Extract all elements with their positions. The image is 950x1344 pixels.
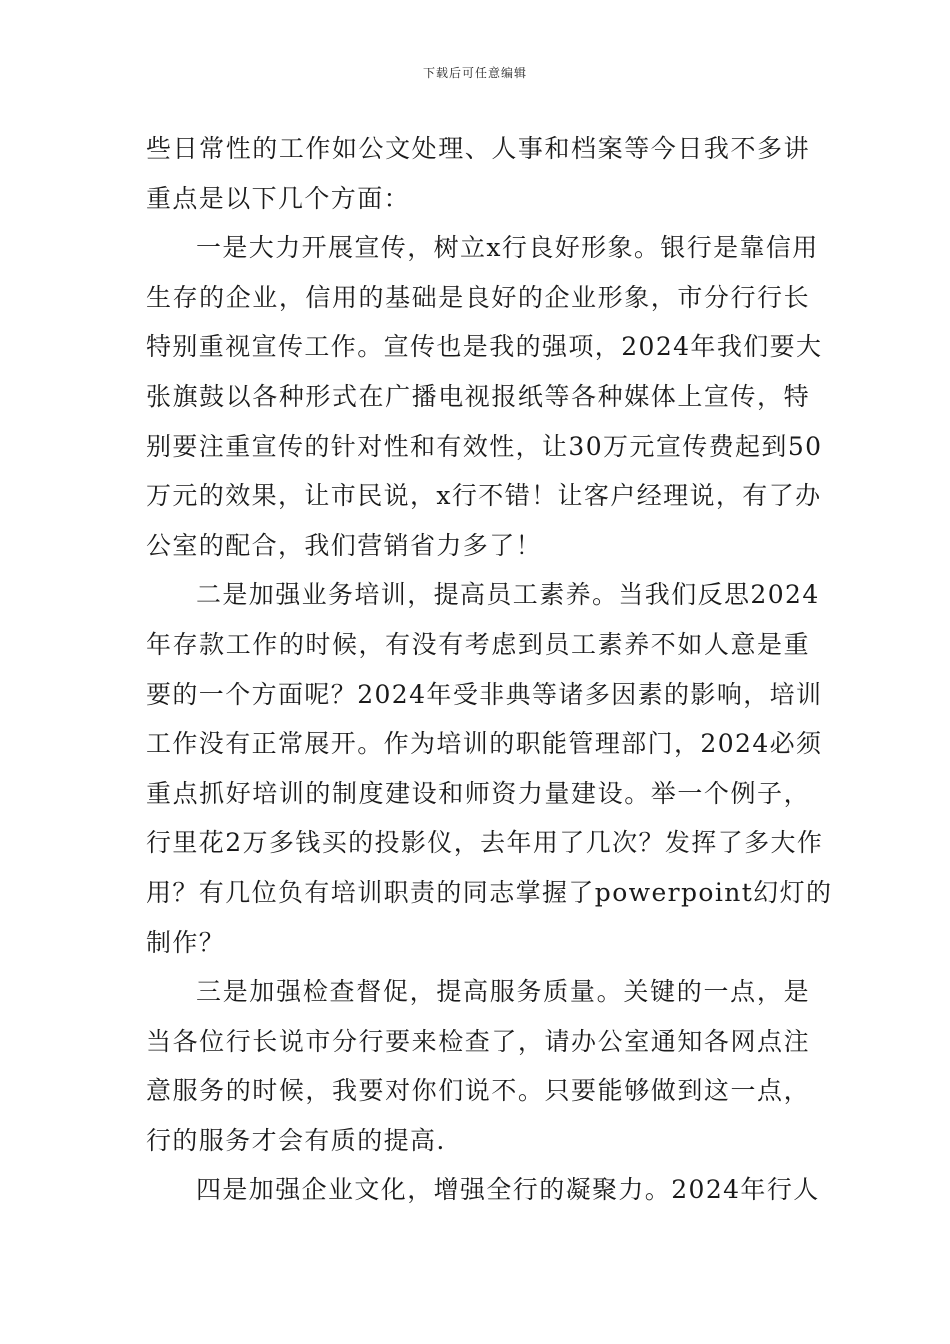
text-line: 别要注重宣传的针对性和有效性，让30万元宣传费起到50 — [146, 431, 823, 461]
text-line: 张旗鼓以各种形式在广播电视报纸等各种媒体上宣传，特 — [146, 381, 810, 411]
text-line: 重点是以下几个方面： — [146, 183, 411, 213]
text-line: 生存的企业，信用的基础是良好的企业形象，市分行行长 — [146, 282, 810, 312]
text-line: 用？有几位负有培训职责的同志掌握了powerpoint幻灯的 — [146, 877, 833, 907]
text-line: 行里花2万多钱买的投影仪，去年用了几次？发挥了多大作 — [146, 828, 824, 858]
text-line: 四是加强企业文化，增强全行的凝聚力。2024年行人 — [196, 1175, 820, 1205]
text-line: 特别重视宣传工作。宣传也是我的强项，2024年我们要大 — [146, 332, 823, 362]
text-line: 行的服务才会有质的提高. — [146, 1125, 446, 1155]
page-header: 下载后可任意编辑 — [422, 66, 527, 80]
text-line: 万元的效果，让市民说，x行不错！让客户经理说，有了办 — [146, 481, 822, 511]
text-line: 公室的配合，我们营销省力多了！ — [146, 530, 543, 560]
document-body — [146, 124, 833, 1215]
text-line: 三是加强检查督促，提高服务质量。关键的一点，是 — [196, 977, 810, 1007]
text-line: 工作没有正常展开。作为培训的职能管理部门，2024必须 — [146, 729, 823, 759]
text-line: 一是大力开展宣传，树立x行良好形象。银行是靠信用 — [196, 233, 819, 263]
text-line: 二是加强业务培训，提高员工素养。当我们反思2024 — [196, 580, 820, 610]
text-line: 重点抓好培训的制度建设和师资力量建设。举一个例子， — [146, 778, 810, 808]
text-line: 制作？ — [146, 927, 226, 957]
text-line: 些日常性的工作如公文处理、人事和档案等今日我不多讲 — [146, 134, 810, 163]
text-line: 要的一个方面呢？2024年受非典等诸多因素的影响，培训 — [146, 679, 823, 709]
text-line: 意服务的时候，我要对你们说不。只要能够做到这一点， — [146, 1076, 810, 1106]
text-line: 年存款工作的时候，有没有考虑到员工素养不如人意是重 — [146, 629, 810, 659]
text-line: 当各位行长说市分行要来检查了，请办公室通知各网点注 — [146, 1026, 810, 1056]
